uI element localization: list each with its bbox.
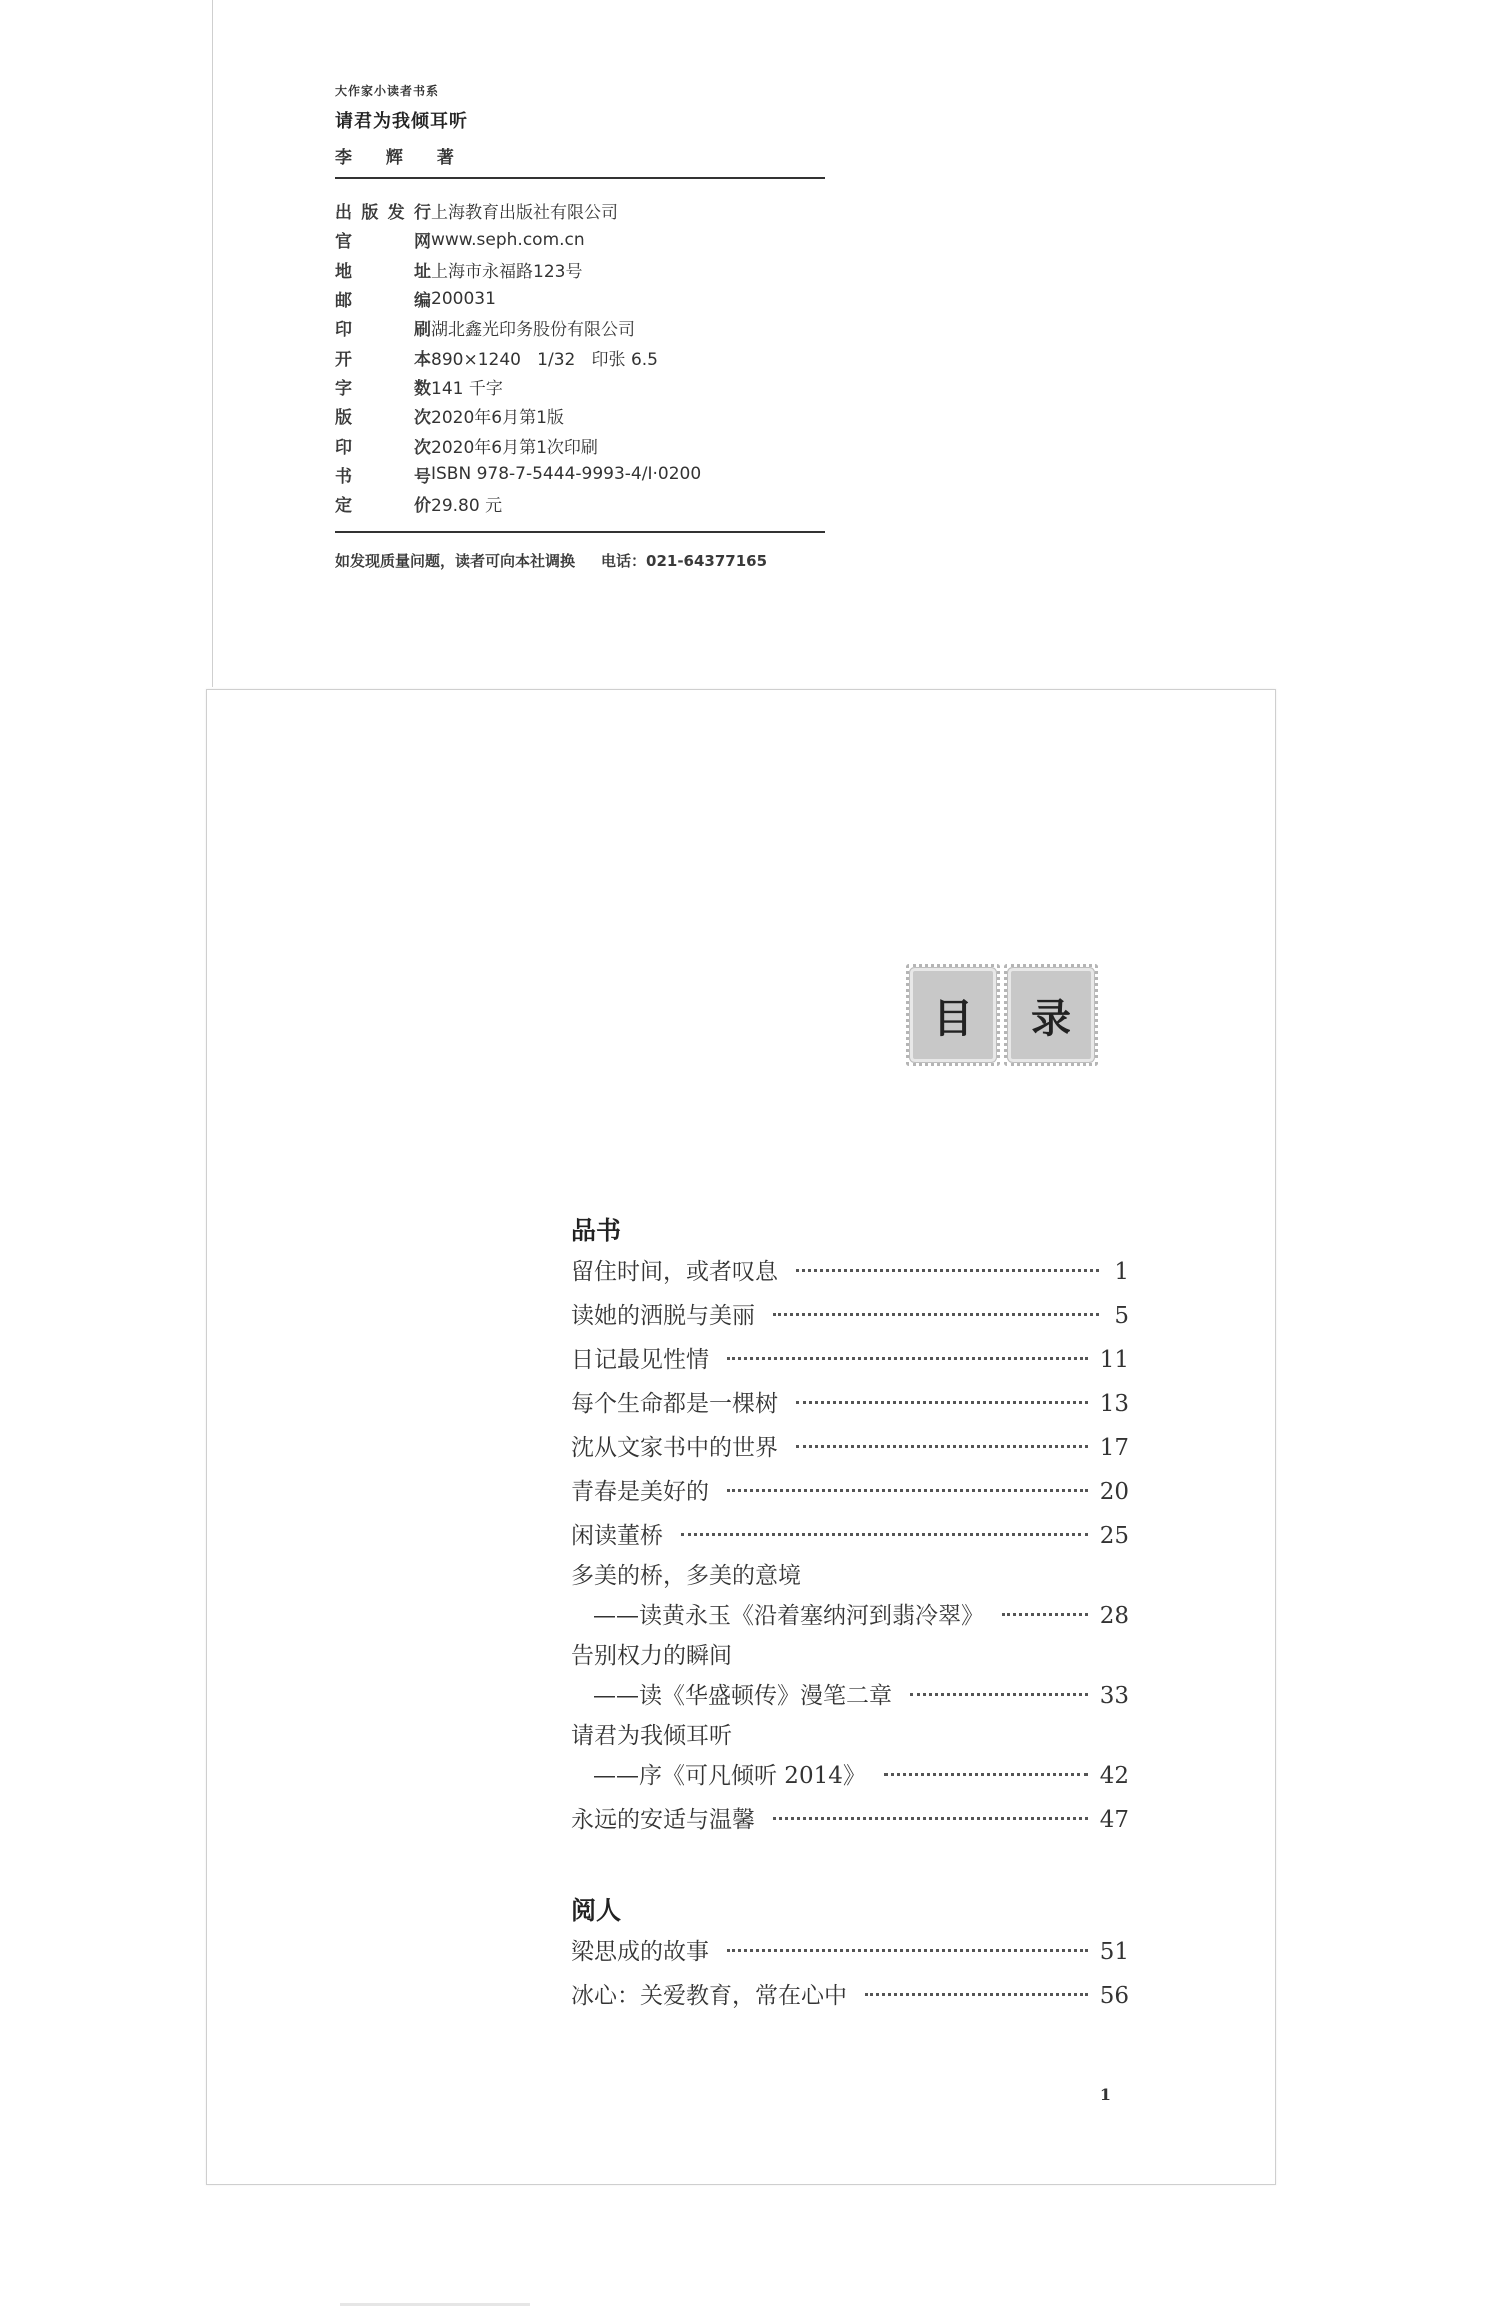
entry-page: 25: [1099, 1523, 1129, 1549]
leader-dots: [1002, 1613, 1088, 1616]
leader-dots: [865, 1993, 1088, 1996]
leader-dots: [727, 1357, 1088, 1360]
entry-title: 请君为我倾耳听: [571, 1723, 732, 1749]
phone-text: 电话：021-64377165: [601, 552, 768, 570]
info-value: www.seph.com.cn: [431, 229, 585, 250]
info-value: 上海市永福路123号: [431, 261, 583, 282]
info-row-format: [335, 342, 835, 371]
stamp-tile: [913, 971, 993, 1059]
info-label: 定 价: [335, 496, 431, 517]
entry-title: 冰心：关爱教育，常在心中: [571, 1983, 847, 2009]
info-label: 官 网: [335, 232, 431, 253]
leader-dots: [727, 1489, 1088, 1492]
entry-page: 20: [1099, 1479, 1129, 1505]
next-page-edge: [340, 2303, 530, 2306]
entry-title: 闲读董桥: [571, 1523, 663, 1549]
info-value: 29.80 元: [431, 496, 503, 517]
series-name: 大作家小读者书系: [335, 84, 440, 98]
book-title: 请君为我倾耳听: [335, 111, 468, 132]
toc-entry[interactable]: [571, 1250, 1129, 1294]
toc-entry[interactable]: [571, 1338, 1129, 1382]
entry-subline: [571, 1594, 1129, 1638]
entry-page: 42: [1099, 1763, 1129, 1789]
entry-page: 28: [1099, 1603, 1129, 1629]
heading-char: 录: [1031, 994, 1071, 1042]
entry-page: 33: [1099, 1683, 1129, 1709]
info-row-word-count: [335, 372, 835, 401]
toc-heading: [913, 971, 1091, 1059]
entry-page: 17: [1099, 1435, 1129, 1461]
info-label: 地 址: [335, 261, 431, 282]
page-number: 1: [1099, 2085, 1111, 2104]
info-row-printer: [335, 313, 835, 342]
leader-dots: [773, 1313, 1099, 1316]
copyright-header: [335, 82, 825, 168]
toc-entry[interactable]: [571, 1426, 1129, 1470]
stamp-tile: [1011, 971, 1091, 1059]
entry-subtitle: ——读黄永玉《沿着塞纳河到翡冷翠》: [593, 1603, 984, 1629]
entry-title: 日记最见性情: [571, 1347, 709, 1373]
info-value: 141 千字: [431, 378, 503, 399]
info-row-publisher: [335, 196, 835, 225]
section-title: 阅人: [571, 1896, 622, 1925]
info-row-isbn: [335, 460, 835, 489]
leader-dots: [884, 1773, 1088, 1776]
info-label: 字 数: [335, 378, 431, 399]
info-row-postcode: [335, 284, 835, 313]
info-label: 印 次: [335, 437, 431, 458]
copyright-page: [212, 0, 1279, 687]
info-label: 邮 编: [335, 291, 431, 312]
info-value: 890×1240 1/32 印张 6.5: [431, 349, 658, 370]
leader-dots: [796, 1269, 1099, 1272]
entry-title: 沈从文家书中的世界: [571, 1435, 778, 1461]
leader-dots: [910, 1693, 1088, 1696]
section-title: 品书: [571, 1216, 622, 1245]
leader-dots: [727, 1949, 1088, 1952]
toc-list: [571, 1212, 1129, 2018]
info-value: 湖北鑫光印务股份有限公司: [431, 320, 635, 341]
entry-title: 告别权力的瞬间: [571, 1643, 732, 1669]
toc-entry[interactable]: [571, 1718, 1129, 1798]
toc-entry[interactable]: [571, 1382, 1129, 1426]
toc-page: [206, 689, 1276, 2185]
info-row-address: [335, 255, 835, 284]
toc-entry[interactable]: [571, 1930, 1129, 1974]
leader-dots: [681, 1533, 1088, 1536]
info-value: 上海教育出版社有限公司: [431, 203, 618, 224]
info-label: 开 本: [335, 349, 431, 370]
entry-page: 5: [1114, 1303, 1129, 1329]
entry-subline: [571, 1674, 1129, 1718]
info-label: 出 版 发 行: [335, 203, 431, 224]
toc-entry[interactable]: [571, 1558, 1129, 1638]
info-row-website: [335, 225, 835, 254]
entry-subtitle: ——读《华盛顿传》漫笔二章: [593, 1683, 892, 1709]
publication-info-list: [335, 196, 835, 518]
leader-dots: [796, 1401, 1088, 1404]
entry-title: 青春是美好的: [571, 1479, 709, 1505]
author-line: 李 辉 著: [335, 148, 468, 168]
entry-subline: [571, 1754, 1129, 1798]
entry-page: 47: [1099, 1807, 1129, 1833]
toc-entry[interactable]: [571, 1798, 1129, 1842]
toc-entry[interactable]: [571, 1294, 1129, 1338]
entry-title: 每个生命都是一棵树: [571, 1391, 778, 1417]
info-label: 书 号: [335, 466, 431, 487]
toc-entry[interactable]: [571, 1470, 1129, 1514]
info-row-edition: [335, 401, 835, 430]
heading-char: 目: [933, 994, 973, 1042]
entry-page: 13: [1099, 1391, 1129, 1417]
notice-text: 如发现质量问题，读者可向本社调换: [335, 552, 576, 570]
leader-dots: [796, 1445, 1088, 1448]
toc-entry[interactable]: [571, 1974, 1129, 2018]
toc-entry[interactable]: [571, 1514, 1129, 1558]
entry-title: 多美的桥，多美的意境: [571, 1563, 801, 1589]
info-value: 2020年6月第1版: [431, 408, 564, 429]
entry-title: 留住时间，或者叹息: [571, 1259, 778, 1285]
info-value: 200031: [431, 288, 496, 309]
info-value: ISBN 978-7-5444-9993-4/I·0200: [431, 464, 702, 485]
quality-notice: [335, 550, 767, 571]
bottom-rule: [335, 531, 825, 533]
entry-page: 51: [1099, 1939, 1129, 1965]
entry-page: 56: [1099, 1983, 1129, 2009]
entry-title: 读她的洒脱与美丽: [571, 1303, 755, 1329]
toc-entry[interactable]: [571, 1638, 1129, 1718]
entry-page: 11: [1099, 1347, 1129, 1373]
info-label: 版 次: [335, 408, 431, 429]
entry-title: 梁思成的故事: [571, 1939, 709, 1965]
entry-subtitle: ——序《可凡倾听 2014》: [593, 1763, 866, 1789]
top-rule: [335, 177, 825, 179]
entry-title: 永远的安适与温馨: [571, 1807, 755, 1833]
entry-page: 1: [1114, 1259, 1129, 1285]
info-value: 2020年6月第1次印刷: [431, 437, 598, 458]
info-row-price: [335, 489, 835, 518]
info-row-printing: [335, 430, 835, 459]
leader-dots: [773, 1817, 1088, 1820]
info-label: 印 刷: [335, 320, 431, 341]
